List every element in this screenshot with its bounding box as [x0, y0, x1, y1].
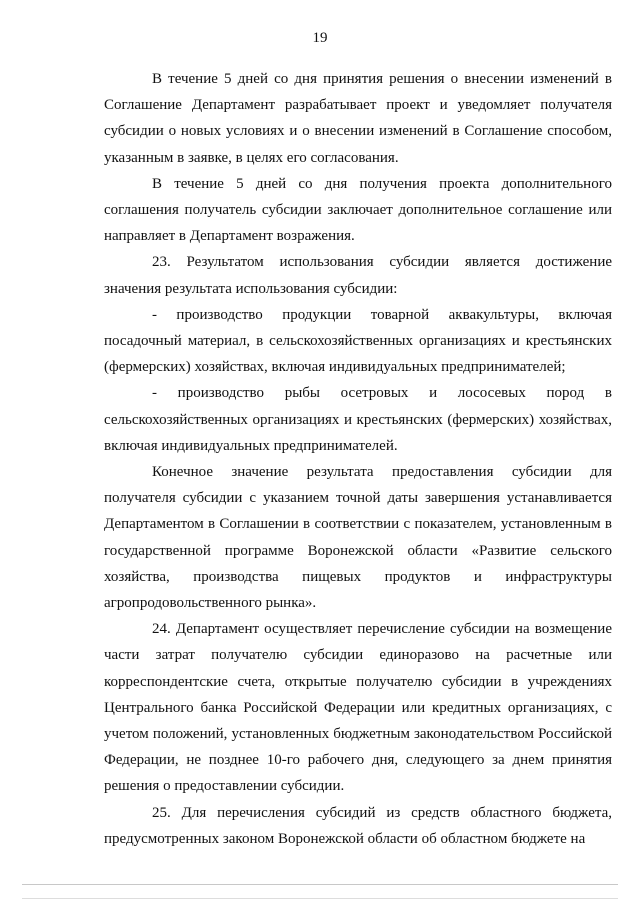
paragraph-final-value: Конечное значение результата предоставления субсидии для получателя субсидии с указанием точной даты завершения устанавливается Департаментом в Соглашении в соответствии с показателем, установленным в государственной программе Воронежской области «Развитие сельского хозяйства, производства пищевых продуктов и инфраструктуры агропродовольственного рынка».	[104, 464, 612, 612]
list-item-aquaculture: - производство продукции товарной аквакультуры, включая посадочный материал, в сельскохозяйственных организациях и крестьянских (фермерских) хозяйствах, включая индивидуальных предпринимателей;	[104, 306, 612, 376]
paragraph-item-25: 25. Для перечисления субсидий из средств областного бюджета, предусмотренных законом Воронежской области об областном бюджете на	[104, 804, 612, 847]
paragraph-item-23: 23. Результатом использования субсидии является достижение значения результата использования субсидии:	[104, 254, 612, 297]
paragraph-item-24: 24. Департамент осуществляет перечисление субсидии на возмещение части затрат получателю субсидии единоразово на расчетные или корреспондентские счета, открытые получателю субсидии в учреждениях Центрального банка Российской Федерации или кредитных организациях, с учетом положений, установленных бюджетным законодательством Российской Федерации, не позднее 10-го рабочего дня, следующего за днем принятия решения о предоставлении субсидии.	[104, 621, 612, 795]
page-number: 19	[312, 30, 328, 46]
bottom-divider-secondary	[22, 898, 618, 899]
paragraph-additional-agreement: В течение 5 дней со дня получения проекта дополнительного соглашения получатель субсидии заключает дополнительное соглашение или направляет в Департамент возражения.	[104, 175, 612, 245]
document-body	[104, 66, 612, 852]
paragraph-agreement-changes: В течение 5 дней со дня принятия решения о внесении изменений в Соглашение Департамент разрабатывает проект и уведомляет получателя субсидии о новых условиях и о внесении изменений в Соглашение способом, указанным в заявке, в целях его согласования.	[104, 71, 612, 166]
list-item-fish-production: - производство рыбы осетровых и лососевых пород в сельскохозяйственных организациях и крестьянских (фермерских) хозяйствах, включая индивидуальных предпринимателей.	[104, 385, 612, 454]
bottom-divider	[22, 884, 618, 885]
